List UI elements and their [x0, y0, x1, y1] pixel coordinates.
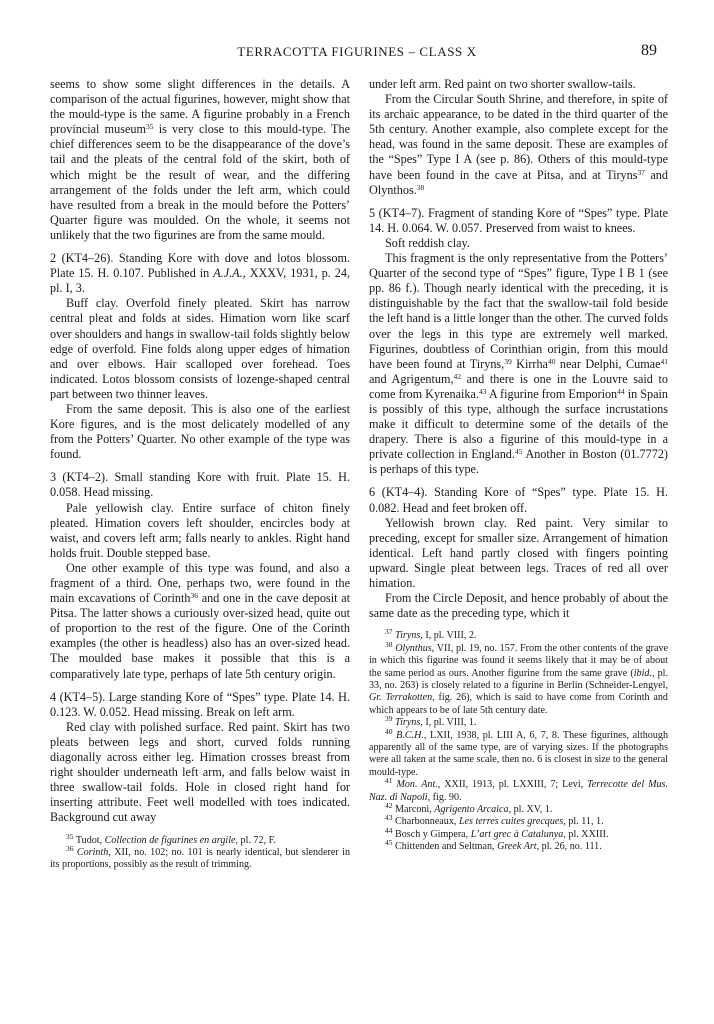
- footnote-ref: 42: [453, 371, 461, 381]
- text-run: From the Circular South Shrine, and therefore, in spite of its archaic appearance, to be dated in the third quarter of the 5th century. Another example, also complete except for the head, was found in the same deposit. These are examples of the “Spes” Type I A (see p. 86). Others of this mould-type have been found in the cave at Pitsa, and at Tiryns: [369, 92, 668, 182]
- catalogue-entry-5-heading: [369, 206, 668, 236]
- italic-text: Greek Art: [497, 841, 537, 853]
- footnote-ref: 40: [547, 356, 556, 366]
- text-run: From the Circle Deposit, and hence probably of about the same date as the preceding type, which it: [369, 591, 668, 621]
- catalogue-entry-4-description: [50, 720, 350, 826]
- text-run: , VII, pl. 19, no. 157. From the other contents of the grave in which this figurine was found it seems likely that it may be of about the same period as ours. Another figurine from the same grave (: [369, 642, 669, 679]
- footnote: [369, 714, 668, 729]
- catalogue-entry-2-description: [50, 296, 350, 402]
- catalogue-entry-2-discussion: [50, 402, 350, 462]
- italic-text: Corinth: [76, 846, 109, 858]
- text-run: , XXXV, 1931, p. 24, pl. I, 3.: [50, 266, 350, 296]
- text-run: , pl. XV, 1.: [508, 803, 553, 815]
- running-title: TERRACOTTA FIGURINES – CLASS X: [237, 44, 477, 59]
- text-run: and Olynthos.: [369, 167, 668, 197]
- footnote-ref: 42: [385, 800, 393, 810]
- text-run: and Agrigentum,: [369, 371, 454, 386]
- footnote-ref: 35: [66, 831, 74, 841]
- text-run: 4 (KT4–5). Large standing Kore of “Spes” type. Plate 14. H. 0.123. W. 0.052. Head missing. Break on left arm.: [50, 689, 350, 719]
- italic-text: Les terres cuites grecques: [458, 816, 564, 828]
- text-run: Red clay with polished surface. Red paint. Skirt has two pleats between legs and short, curved folds running diagonally across either leg. Himation crosses breast from right shoulder underneath left arm, and falls below waist in three swallow-tail folds. Hole in closed right hand for inserting attribute. Feet well modelled with toes indicated. Background cut away: [50, 719, 350, 825]
- text-run: Tudot,: [73, 834, 105, 846]
- text-run: Kirrha: [511, 356, 548, 371]
- text-run: , pl. 11, 1.: [563, 816, 604, 828]
- italic-text: B.C.H.: [396, 729, 424, 741]
- italic-text: Agrigento Arcaica: [434, 803, 509, 815]
- footnote-ref: 41: [660, 356, 668, 366]
- catalogue-entry-2-heading: [50, 251, 350, 296]
- text-run: Chittenden and Seltman,: [392, 841, 498, 853]
- text-run: , pl. 26, no. 111.: [536, 841, 602, 853]
- catalogue-entry-4-heading: [50, 690, 350, 720]
- footnote-ref: 45: [385, 838, 393, 848]
- footnote-ref: 44: [385, 825, 393, 835]
- text-run: Another in Boston (01.7772) is perhaps of this type.: [369, 447, 668, 477]
- footnote-ref: 44: [617, 386, 625, 396]
- catalogue-entry-6-heading: [369, 485, 668, 515]
- italic-text: Tiryns: [395, 630, 421, 642]
- text-run: and one in the cave deposit at Pitsa. The latter shows a curiously over-sized head, quite out of proportion to the rest of the figure. One of the Corinth examples (the other is headless) also has an over-sized head. The moulded base makes it possible that this is a comparatively late type, perhaps of late 5th century origin.: [50, 591, 350, 681]
- text-run: , XXII, 1913, pl. LXXIII, 7; Levi,: [437, 779, 588, 791]
- footnote-ref: 39: [385, 714, 393, 724]
- text-run: near Delphi, Cumae: [555, 356, 661, 371]
- footnote: [369, 726, 668, 780]
- catalogue-entry-4-discussion: [369, 92, 668, 198]
- footnote-ref: 38: [385, 639, 393, 649]
- footnote-ref: 41: [385, 776, 393, 786]
- footnote-ref: 45: [514, 447, 523, 457]
- footnote-ref: 38: [416, 182, 425, 192]
- footnote-ref: 36: [66, 843, 74, 853]
- footnote: [369, 776, 668, 804]
- italic-text: Terrecotte del Mus. Naz. di Napoli: [369, 779, 668, 803]
- text-run: is very close to this mould-type. The chief differences seem to be the disappearance of the dove’s tail and the pleats of the central fold of the skirt, both of which might be the result of wear, and the differing arrangement of the folds under the left arm, which could have resulted from a break in the mould before the Potters’ Quarter figure was moulded. On the whole, it seems not unlikely that the two figurines are from the same mould.: [50, 122, 350, 242]
- text-run: A figurine from Emporion: [486, 386, 618, 401]
- text-run: Pale yellowish clay. Entire surface of chiton finely pleated. Himation covers left shoulder, encircles body at waist, and covers left arm; falls nearly to ankles. Right hand holds fruit. Double stepped base.: [50, 500, 350, 560]
- text-run: , I, pl. VIII, 2.: [420, 630, 477, 642]
- footnote-ref: 37: [637, 167, 645, 177]
- catalogue-entry-6-description: [369, 516, 668, 591]
- text-run: 6 (KT4–4). Standing Kore of “Spes” type. Plate 15. H. 0.082. Head and feet broken off.: [369, 485, 668, 515]
- catalogue-entry-3-discussion: [50, 561, 350, 682]
- footnote-ref: 43: [478, 386, 487, 396]
- text-run: , pl. 33, no. 263) is closely related to a figurine in Berlin (Schneider-Lengyel,: [369, 667, 668, 691]
- text-run: Buff clay. Overfold finely pleated. Skirt has narrow central pleat and folds at sides. Himation worn like scarf over shoulders and hangs in swallow-tail folds slightly below edge of overfold. Fine folds along upper edges of himation and over elbows. Hair scalloped over forehead. Toes indicated. Lotos blossom consists of lozenge-shaped central part between two thinner leaves.: [50, 296, 350, 401]
- text-run: 2 (KT4–26). Standing Kore with dove and lotos blossom. Plate 15. H. 0.107. Published in: [50, 251, 350, 281]
- footnote-ref: 43: [385, 813, 393, 823]
- text-run: This fragment is the only representative from the Potters’ Quarter of the second type of “Spes” figure, Type I B 1 (see pp. 86 f.). Though nearly identical with the preceding, it is distinguishable by the fact that the swallow-tail fold beside the left hand is a little longer than the other. The curved folds over the legs in this type are extremely well marked. Figurines, doubtless of Corinthian origin, from this mould have been found at Tiryns,: [369, 251, 668, 371]
- catalogue-entry-3-heading: [50, 470, 350, 500]
- italic-text: ibid.: [633, 667, 652, 679]
- italic-text: L’art grec à Catalunya: [470, 828, 564, 840]
- text-run: and there is one in the Louvre said to come from Kyrenaika.: [369, 371, 668, 401]
- left-column: [50, 77, 350, 872]
- catalogue-entry-3-description: [50, 501, 350, 561]
- text-run: Soft reddish clay.: [385, 235, 470, 250]
- text-run: , I, pl. VIII, 1.: [420, 717, 477, 729]
- footnote-ref: 37: [385, 627, 393, 637]
- footnotes-left: [50, 831, 350, 872]
- right-column: [369, 77, 668, 854]
- footnotes-right: [369, 627, 669, 853]
- text-run: , fig. 26), which is said to have come from Corinth and which appears to be of late 5th century date.: [369, 692, 668, 716]
- text-run: 3 (KT4–2). Small standing Kore with fruit. Plate 15. H. 0.058. Head missing.: [50, 470, 350, 500]
- text-run: One other example of this type was found, and also a fragment of a third. One, perhaps two, were found in the main excavations of Corinth: [50, 560, 350, 606]
- footnote: [369, 627, 668, 642]
- page-header: [0, 44, 714, 64]
- footnote: [369, 800, 668, 816]
- catalogue-entry-5-discussion: [369, 251, 668, 477]
- footnote: [369, 813, 668, 828]
- footnote: [369, 838, 668, 853]
- italic-text: A.J.A.: [213, 266, 243, 281]
- text-run: , XII, no. 102; no. 101 is nearly identical, but slenderer in its proportions, possibly as the result of trimming.: [50, 846, 350, 871]
- footnote: [50, 831, 350, 847]
- catalogue-entry-5-description: [369, 236, 668, 251]
- text-run: , pl. XXIII.: [563, 828, 609, 840]
- text-run: Marconi,: [392, 803, 435, 815]
- text-run: in Spain is possibly of this type, although the surface incrustations make it difficult to determine some of the details of the drapery. There is also a figurine of this mould-type in a private collection in England.: [369, 386, 668, 462]
- text-run: , fig. 90.: [427, 791, 462, 803]
- italic-text: Collection de figurines en argile: [104, 834, 236, 846]
- footnote-ref: 39: [504, 356, 512, 366]
- text-run: under left arm. Red paint on two shorter swallow-tails.: [369, 77, 636, 91]
- text-run: 5 (KT4–7). Fragment of standing Kore of “Spes” type. Plate 14. H. 0.064. W. 0.057. Preserved from waist to knees.: [369, 205, 668, 235]
- text-run: seems to show some slight differences in the details. A comparison of the actual figurines, however, might show that the mould-type is the same. A figurine probably in a French provincial museum: [50, 77, 350, 137]
- page-number: 89: [641, 42, 657, 59]
- italic-text: Olynthus: [395, 642, 432, 654]
- footnote-ref: 36: [190, 591, 198, 601]
- paragraph: [369, 77, 668, 92]
- italic-text: Gr. Terrakotten: [369, 692, 433, 704]
- text-run: , LXII, 1938, pl. LIII A, 6, 7, 8. These figurines, although apparently all of the same type, are of varying sizes. If the photographs were all taken at the same scale, then no. 6 is closest in size to the general mould-type.: [369, 729, 668, 778]
- text-run: Bosch y Gimpera,: [392, 828, 471, 840]
- italic-text: Tiryns: [395, 717, 421, 729]
- text-run: Charbonneaux,: [392, 816, 459, 828]
- italic-text: Mon. Ant.: [396, 779, 438, 791]
- footnote: [369, 825, 668, 841]
- footnote: [369, 639, 669, 717]
- footnote-ref: 40: [385, 726, 393, 736]
- paragraph: [50, 77, 350, 243]
- text-run: Yellowish brown clay. Red paint. Very similar to preceding, except for smaller size. Arrangement of himation identical. Left hand partly closed with fingers pointing upward. Single pleat between legs. Traces of red all over himation.: [369, 515, 668, 590]
- text-run: From the same deposit. This is also one of the earliest Kore figures, and is the most delicately modelled of any from the Potters’ Quarter. No other example of the type was found.: [50, 401, 350, 462]
- catalogue-entry-6-discussion: [369, 591, 668, 621]
- footnote: [50, 843, 350, 872]
- footnote-ref: 35: [145, 122, 154, 132]
- text-run: , pl. 72, F.: [235, 834, 276, 846]
